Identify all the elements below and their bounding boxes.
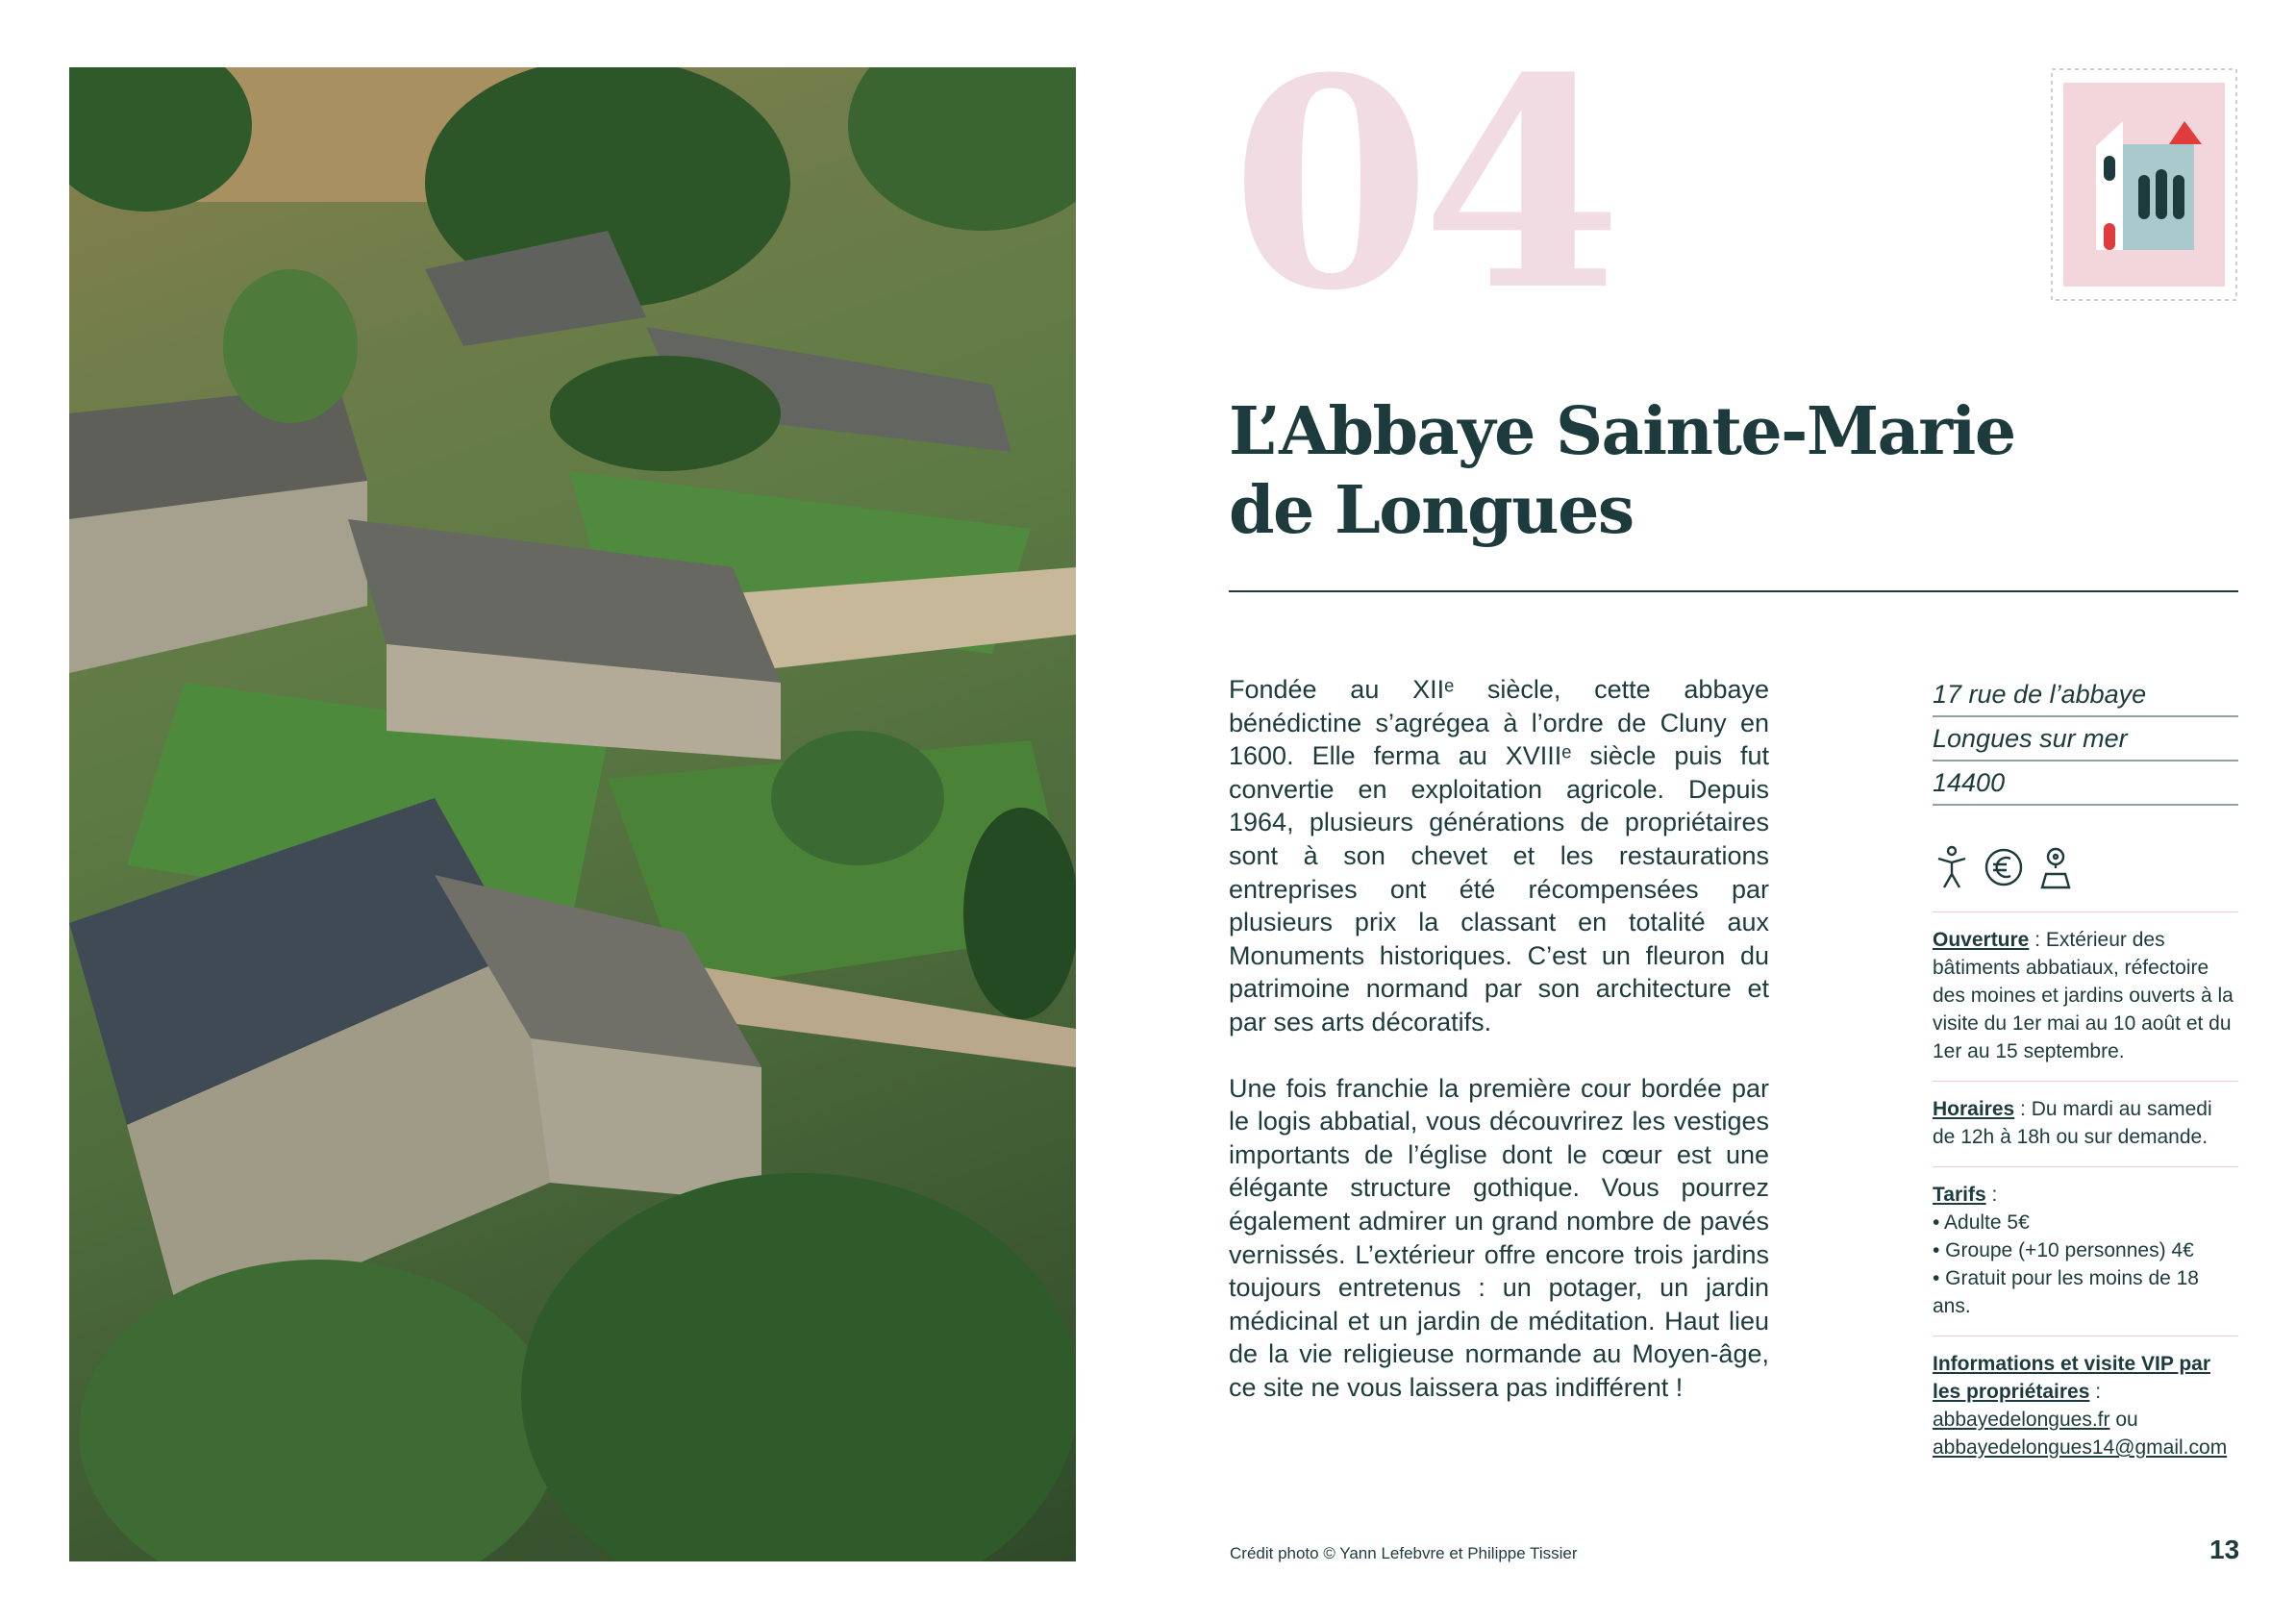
title-divider (1229, 590, 2238, 592)
vip-label: Informations et visite VIP par les propriétaires (1933, 1353, 2211, 1403)
euro-icon (1984, 845, 2023, 889)
amenity-icons (1933, 844, 2238, 890)
or-text: ou (2109, 1409, 2138, 1431)
vip-info (1933, 1336, 2238, 1477)
vip-text: : (2089, 1381, 2102, 1403)
page-number: 13 (2209, 1535, 2240, 1564)
section-number: 04 (1231, 14, 1613, 354)
page-title (1229, 392, 2017, 550)
title-line-2: de Longues (1229, 472, 1634, 549)
address-line-2: Longues sur mer (1933, 717, 2238, 762)
horaires-text: : Du mardi au samedi de 12h à 18h ou sur demande. (1933, 1098, 2212, 1148)
prices-info (1933, 1166, 2238, 1336)
guide-icon (2036, 845, 2075, 889)
article-body (1229, 673, 1769, 1404)
info-sidebar (1933, 673, 2238, 1477)
address-line-1: 17 rue de l’abbaye (1933, 673, 2238, 717)
title-line-1: L’Abbaye Sainte-Marie (1229, 393, 2015, 470)
email-link[interactable]: abbayedelongues14@gmail.com (1933, 1436, 2228, 1459)
opening-info (1933, 911, 2238, 1081)
accessibility-icon (1933, 845, 1971, 889)
tarif-adult: • Adulte 5€ (1933, 1211, 2030, 1234)
ouverture-text: : Extérieur des bâtiments abbatiaux, réfectoire des moines et jardins ouverts à la visite du 1er mai au 10 août et du 1er au 15 septembre. (1933, 929, 2234, 1062)
tarifs-label: Tarifs (1933, 1184, 1986, 1206)
abbey-stamp-icon (2050, 67, 2238, 302)
hours-info (1933, 1081, 2238, 1166)
tarif-group: • Groupe (+10 personnes) 4€ (1933, 1239, 2194, 1261)
body-paragraph-1: Fondée au XIIᵉ siècle, cette abbaye bénédictine s’agrégea à l’ordre de Cluny en 1600. Elle ferma au XVIIIᵉ siècle puis fut convertie en exploitation agricole. Depuis 1964, plusieurs générations de propriétaires sont à son chevet et les restaurations entreprises ont été récompensées par plusieurs prix la classant en totalité aux Monuments historiques. C’est un fleuron du patrimoine normand par son architecture et par ses arts décoratifs. (1229, 675, 1769, 1036)
body-paragraph-2: Une fois franchie la première cour bordée par le logis abbatial, vous découvrirez les vestiges importants de l’église dont le cœur est une élégante structure gothique. Vous pourrez également admirer un grand nombre de pavés vernissés. L’extérieur offre encore trois jardins toujours entretenus : un potager, un jardin médicinal et un jardin de méditation. Haut lieu de la vie religieuse normande au Moyen-âge, ce site ne vous laissera pas indifférent ! (1229, 1073, 1769, 1402)
website-link[interactable]: abbayedelongues.fr (1933, 1409, 2110, 1431)
abbey-aerial-illustration (69, 67, 1076, 1561)
ouverture-label: Ouverture (1933, 929, 2030, 951)
tarifs-text: : (1985, 1184, 1998, 1206)
address-line-3: 14400 (1933, 762, 2238, 806)
photo-credit: Crédit photo © Yann Lefebvre et Philippe Tissier (1230, 1544, 1578, 1562)
abbey-aerial-photo (69, 67, 1076, 1561)
tarif-free: • Gratuit pour les moins de 18 ans. (1933, 1267, 2199, 1317)
horaires-label: Horaires (1933, 1098, 2015, 1120)
